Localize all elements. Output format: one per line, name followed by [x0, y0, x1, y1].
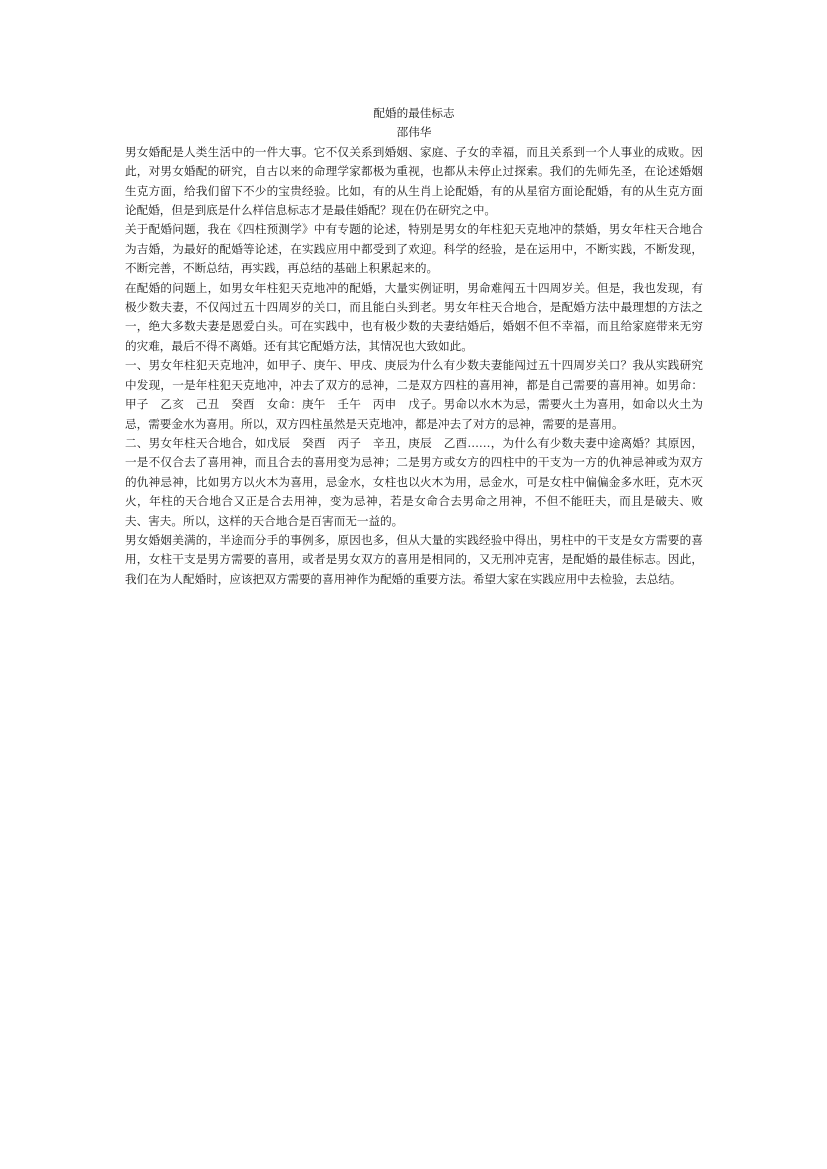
document-author: 邵伟华	[396, 125, 432, 140]
paragraph-conclusion: 男女婚姻美满的，半途而分手的事例多，原因也多，但从大量的实践经验中得出，男柱中的干支是女方需要的喜用，女柱干支是男方需要的喜用，或者是男女双方的喜用是相同的，又无刑冲克害，是配婚的最佳标志。因此，我们在为人配婚时，应该把双方需要的喜用神作为配婚的重要方法。希望大家在实践应用中去检验，去总结。	[125, 532, 703, 586]
paragraph-background: 关于配婚问题，我在《四柱预测学》中有专题的论述，特别是男女的年柱犯天克地冲的禁婚，男女年柱天合地合为吉婚，为最好的配婚等论述，在实践应用中都受到了欢迎。科学的经验，是在运用中，不断实践，不断发现，不断完善，不断总结，再实践，再总结的基础上积累起来的。	[125, 222, 703, 276]
paragraph-point-one: 一、男女年柱犯天克地冲，如甲子、庚午、甲戌、庚辰为什么有少数夫妻能闯过五十四周岁关口？我从实践研究中发现，一是年柱犯天克地冲，冲去了双方的忌神，二是双方四柱的喜用神，都是自己需要的喜用神。如男命：甲子 乙亥 己丑 癸酉 女命：庚午 壬午 丙申 戊子。男命以水木为忌，需要火土为喜用，如命以火土为忌，需要金水为喜用。所以，双方四柱虽然是天克地冲，都是冲去了对方的忌神，需要的是喜用。	[125, 358, 703, 431]
document-title: 配婚的最佳标志	[373, 106, 455, 120]
paragraph-intro: 男女婚配是人类生活中的一件大事。它不仅关系到婚姻、家庭、子女的幸福，而且关系到一个人事业的成败。因此，对男女婚配的研究，自古以来的命理学家都极为重视，也都从未停止过探索。我们的先师先圣，在论述婚姻生克方面，给我们留下不少的宝贵经验。比如，有的从生肖上论配婚，有的从星宿方面论配婚，有的从生克方面论配婚，但是到底是什么样信息标志才是最佳婚配？现在仍在研究之中。	[125, 144, 703, 218]
paragraph-point-two: 二、男女年柱天合地合，如戊辰 癸酉 丙子 辛丑，庚辰 乙酉……，为什么有少数夫妻中途离婚？其原因，一是不仅合去了喜用神，而且合去的喜用变为忌神；二是男方或女方的四柱中的干支为一方的仇神忌神或为双方的仇神忌神，比如男方以火木为喜用，忌金水，女柱也以火木为用，忌金水，可是女柱中偏偏金多水旺，克木灭火，年柱的天合地合又正是合去用神，变为忌神，若是女命合去男命之用神，不但不能旺夫，而且是破夫、败夫、害夫。所以，这样的天合地合是百害而无一益的。	[125, 435, 703, 528]
paragraph-observations: 在配婚的问题上，如男女年柱犯天克地冲的配婚，大量实例证明，男命难闯五十四周岁关。但是，我也发现，有极少数夫妻，不仅闯过五十四周岁的关口，而且能白头到老。男女年柱天合地合，是配婚方法中最理想的方法之一，绝大多数夫妻是恩爱白头。可在实践中，也有极少数的夫妻结婚后，婚姻不但不幸福，而且给家庭带来无穷的灾难，最后不得不离婚。还有其它配婚方法，其情况也大致如此。	[125, 280, 703, 353]
document-page	[125, 104, 703, 589]
